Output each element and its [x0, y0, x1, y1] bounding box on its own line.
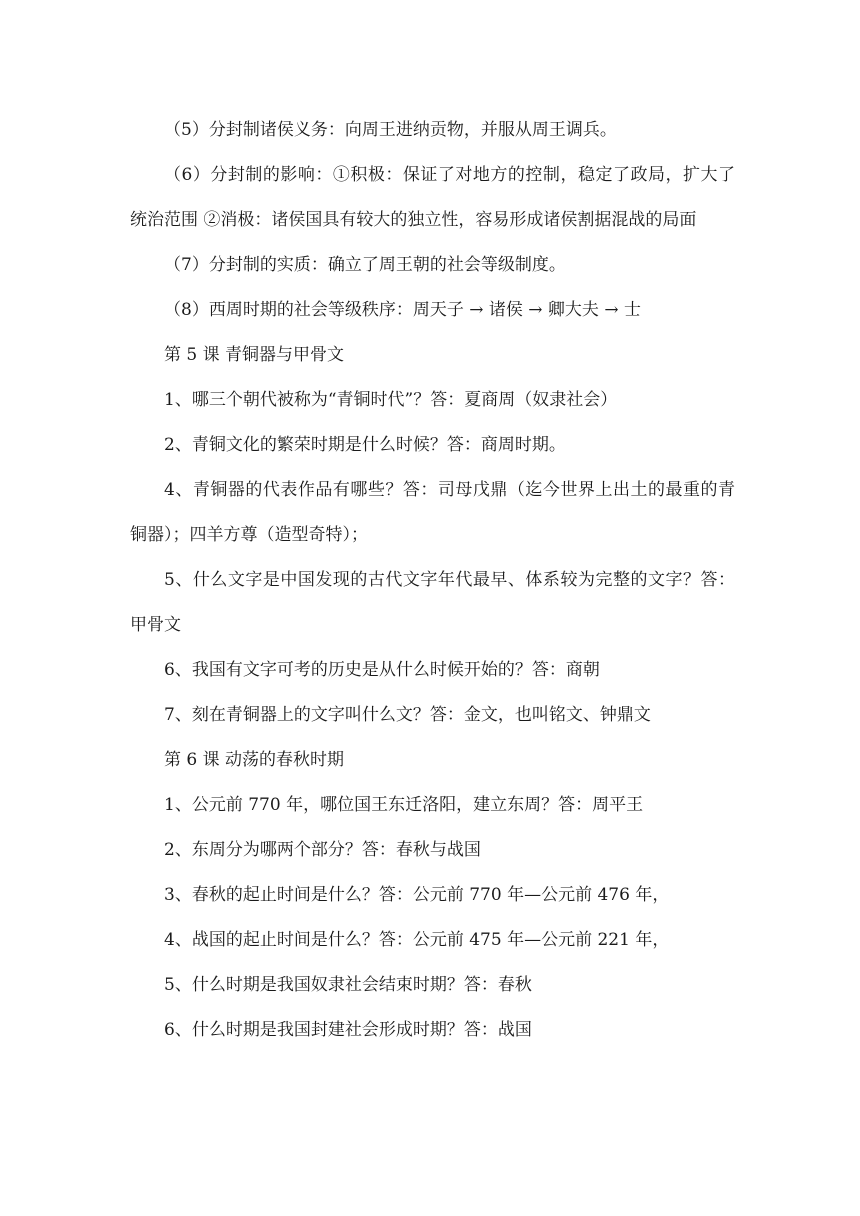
paragraph: （8）西周时期的社会等级秩序：周天子 → 诸侯 → 卿大夫 → 士	[164, 300, 641, 320]
paragraph: （6）分封制的影响：①积极：保证了对地方的控制，稳定了政局，扩大了统治范围 ②消极：诸侯国具有较大的独立性，容易形成诸侯割据混战的局面	[130, 165, 735, 230]
paragraph: （7）分封制的实质：确立了周王朝的社会等级制度。	[164, 255, 566, 275]
paragraph: 6、我国有文字可考的历史是从什么时候开始的？答：商朝	[164, 660, 600, 680]
paragraph: 4、战国的起止时间是什么？答：公元前 475 年—公元前 221 年，	[164, 930, 670, 950]
paragraph: 1、哪三个朝代被称为“青铜时代”？答：夏商周（奴隶社会）	[164, 390, 618, 410]
paragraph: 2、青铜文化的繁荣时期是什么时候？答：商周时期。	[164, 435, 566, 455]
paragraph: 5、什么时期是我国奴隶社会结束时期？答：春秋	[164, 975, 532, 995]
document-body	[130, 108, 735, 1053]
paragraph: 1、公元前 770 年，哪位国王东迁洛阳，建立东周？答：周平王	[164, 795, 644, 815]
paragraph: 3、春秋的起止时间是什么？答：公元前 770 年—公元前 476 年，	[164, 885, 670, 905]
paragraph: 5、什么文字是中国发现的古代文字年代最早、体系较为完整的文字？答：甲骨文	[130, 570, 735, 635]
section-heading: 第 5 课 青铜器与甲骨文	[164, 345, 345, 365]
paragraph: （5）分封制诸侯义务：向周王进纳贡物，并服从周王调兵。	[164, 120, 617, 140]
paragraph: 4、青铜器的代表作品有哪些？答：司母戊鼎（迄今世界上出土的最重的青铜器）；四羊方尊（造型奇特）；	[130, 480, 735, 545]
paragraph: 7、刻在青铜器上的文字叫什么文？答：金文，也叫铭文、钟鼎文	[164, 705, 651, 725]
section-heading: 第 6 课 动荡的春秋时期	[164, 750, 345, 770]
paragraph: 2、东周分为哪两个部分？答：春秋与战国	[164, 840, 481, 860]
paragraph: 6、什么时期是我国封建社会形成时期？答：战国	[164, 1020, 532, 1040]
